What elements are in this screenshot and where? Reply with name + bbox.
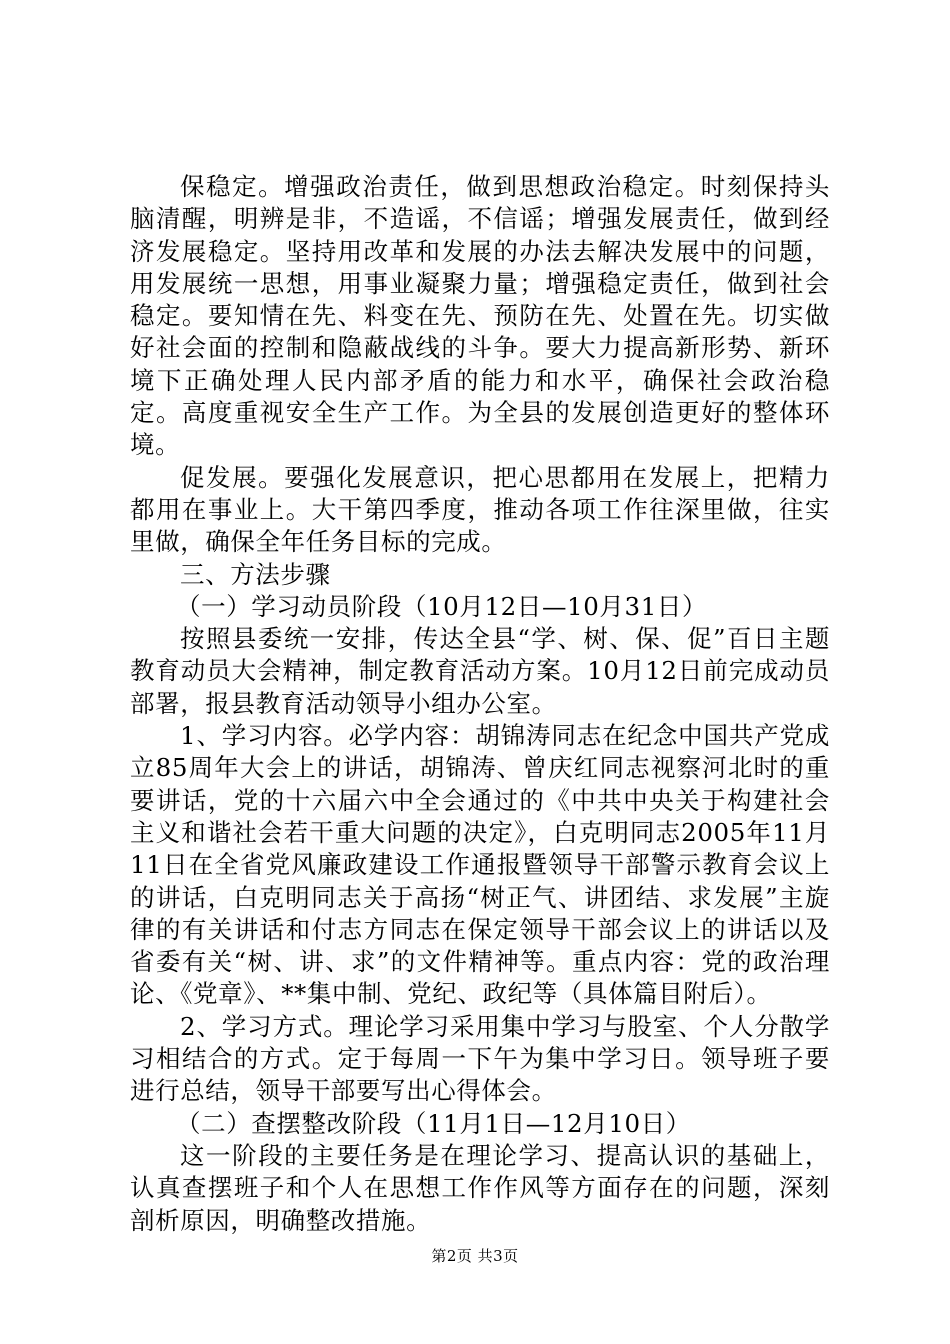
subsection-heading-rectification-phase: （二）查摆整改阶段（11月1日—12月10日）: [176, 1108, 691, 1138]
paragraph-arrangement: 按照县委统一安排，传达全县“学、树、保、促”百日主题教育动员大会精神，制定教育活动方案。10月12日前完成动员部署，报县教育活动领导小组办公室。: [130, 624, 830, 718]
subsection-heading-study-phase: （一）学习动员阶段（10月12日—10月31日）: [176, 591, 708, 621]
paragraph-stability: 保稳定。增强政治责任，做到思想政治稳定。时刻保持头脑清醒，明辨是非，不造谣，不信谣；增强发展责任，做到经济发展稳定。坚持用改革和发展的办法去解决发展中的问题，用发展统一思想，用事业凝聚力量；增强稳定责任，做到社会稳定。要知情在先、料变在先、预防在先、处置在先。切实做好社会面的控制和隐蔽战线的斗争。要大力提高新形势、新环境下正确处理人民内部矛盾的能力和水平，确保社会政治稳定。高度重视安全生产工作。为全县的发展创造更好的整体环境。: [130, 172, 830, 460]
document-body: [130, 171, 830, 1237]
paragraph-study-content: 1、学习内容。必学内容：胡锦涛同志在纪念中国共产党成立85周年大会上的讲话，胡锦涛、曾庆红同志视察河北时的重要讲话，党的十六届六中全会通过的《中共中央关于构建社会主义和谐社会若干重大问题的决定》，白克明同志2005年11月11日在全省党风廉政建设工作通报暨领导干部警示教育会议上的讲话，白克明同志关于高扬“树正气、讲团结、求发展”主旋律的有关讲话和付志方同志在保定领导干部会议上的讲话以及省委有关“树、讲、求”的文件精神等。重点内容：党的政治理论、《党章》、**集中制、党纪、政纪等（具体篇目附后）。: [130, 721, 830, 1009]
page-number-footer: 第2页 共3页: [431, 1247, 519, 1265]
paragraph-rectification-task: 这一阶段的主要任务是在理论学习、提高认识的基础上，认真查摆班子和个人在思想工作作风等方面存在的问题，深刻剖析原因，明确整改措施。: [130, 1140, 830, 1235]
section-heading-methods: 三、方法步骤: [180, 559, 331, 589]
paragraph-study-method: 2、学习方式。理论学习采用集中学习与股室、个人分散学习相结合的方式。定于每周一下午为集中学习日。领导班子要进行总结，领导干部要写出心得体会。: [130, 1011, 830, 1106]
paragraph-development: 促发展。要强化发展意识，把心思都用在发展上，把精力都用在事业上。大干第四季度，推动各项工作往深里做，往实里做，确保全年任务目标的完成。: [130, 462, 830, 557]
